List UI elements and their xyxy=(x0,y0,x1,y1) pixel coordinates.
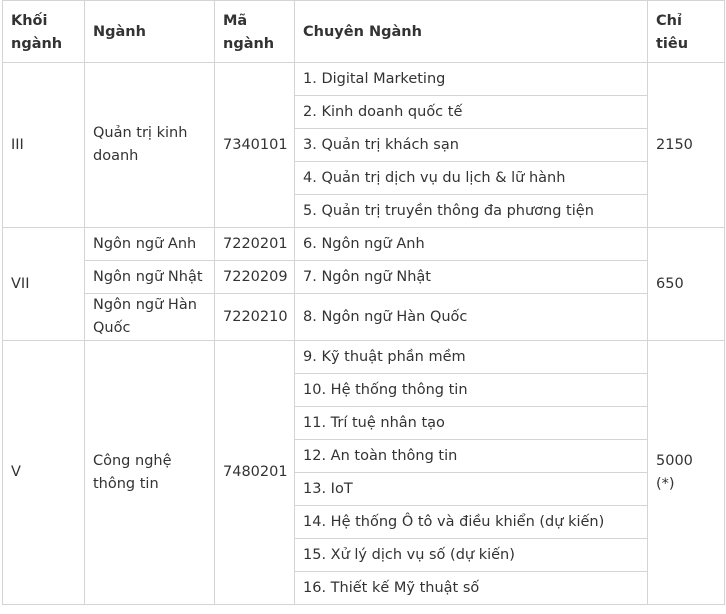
ma-nganh-cell: 7480201 xyxy=(215,341,295,605)
header-khoi-nganh: Khối ngành xyxy=(3,1,85,63)
chuyen-nganh-cell: 14. Hệ thống Ô tô và điều khiển (dự kiến) xyxy=(295,506,648,539)
header-chi-tieu: Chỉ tiêu xyxy=(648,1,725,63)
chuyen-nganh-cell: 5. Quản trị truyền thông đa phương tiện xyxy=(295,195,648,228)
header-chuyen-nganh: Chuyên Ngành xyxy=(295,1,648,63)
nganh-cell: Ngôn ngữ Hàn Quốc xyxy=(85,294,215,341)
chuyen-nganh-cell: 13. IoT xyxy=(295,473,648,506)
table-row xyxy=(3,228,725,261)
table-row xyxy=(3,294,725,341)
chuyen-nganh-cell: 11. Trí tuệ nhân tạo xyxy=(295,407,648,440)
chuyen-nganh-cell: 9. Kỹ thuật phần mềm xyxy=(295,341,648,374)
chuyen-nganh-cell: 7. Ngôn ngữ Nhật xyxy=(295,261,648,294)
chuyen-nganh-cell: 12. An toàn thông tin xyxy=(295,440,648,473)
header-ma-nganh: Mã ngành xyxy=(215,1,295,63)
nganh-cell: Ngôn ngữ Anh xyxy=(85,228,215,261)
khoi-cell: VII xyxy=(3,228,85,341)
chi-tieu-cell: 650 xyxy=(648,228,725,341)
nganh-cell: Ngôn ngữ Nhật xyxy=(85,261,215,294)
table-row xyxy=(3,341,725,374)
khoi-cell: III xyxy=(3,63,85,228)
table-row xyxy=(3,261,725,294)
header-nganh: Ngành xyxy=(85,1,215,63)
nganh-cell: Quản trị kinh doanh xyxy=(85,63,215,228)
ma-nganh-cell: 7220201 xyxy=(215,228,295,261)
table-row xyxy=(3,63,725,96)
chuyen-nganh-cell: 2. Kinh doanh quốc tế xyxy=(295,96,648,129)
chi-tieu-cell: 2150 xyxy=(648,63,725,228)
chuyen-nganh-cell: 8. Ngôn ngữ Hàn Quốc xyxy=(295,294,648,341)
ma-nganh-cell: 7220209 xyxy=(215,261,295,294)
chuyen-nganh-cell: 16. Thiết kế Mỹ thuật số xyxy=(295,572,648,605)
chuyen-nganh-cell: 10. Hệ thống thông tin xyxy=(295,374,648,407)
ma-nganh-cell: 7220210 xyxy=(215,294,295,341)
chi-tieu-cell: 5000 (*) xyxy=(648,341,725,605)
chuyen-nganh-cell: 4. Quản trị dịch vụ du lịch & lữ hành xyxy=(295,162,648,195)
chuyen-nganh-cell: 1. Digital Marketing xyxy=(295,63,648,96)
header-row xyxy=(3,1,725,63)
khoi-cell: V xyxy=(3,341,85,605)
nganh-cell: Công nghệ thông tin xyxy=(85,341,215,605)
admissions-table xyxy=(2,0,725,605)
ma-nganh-cell: 7340101 xyxy=(215,63,295,228)
chuyen-nganh-cell: 3. Quản trị khách sạn xyxy=(295,129,648,162)
chuyen-nganh-cell: 6. Ngôn ngữ Anh xyxy=(295,228,648,261)
chuyen-nganh-cell: 15. Xử lý dịch vụ số (dự kiến) xyxy=(295,539,648,572)
